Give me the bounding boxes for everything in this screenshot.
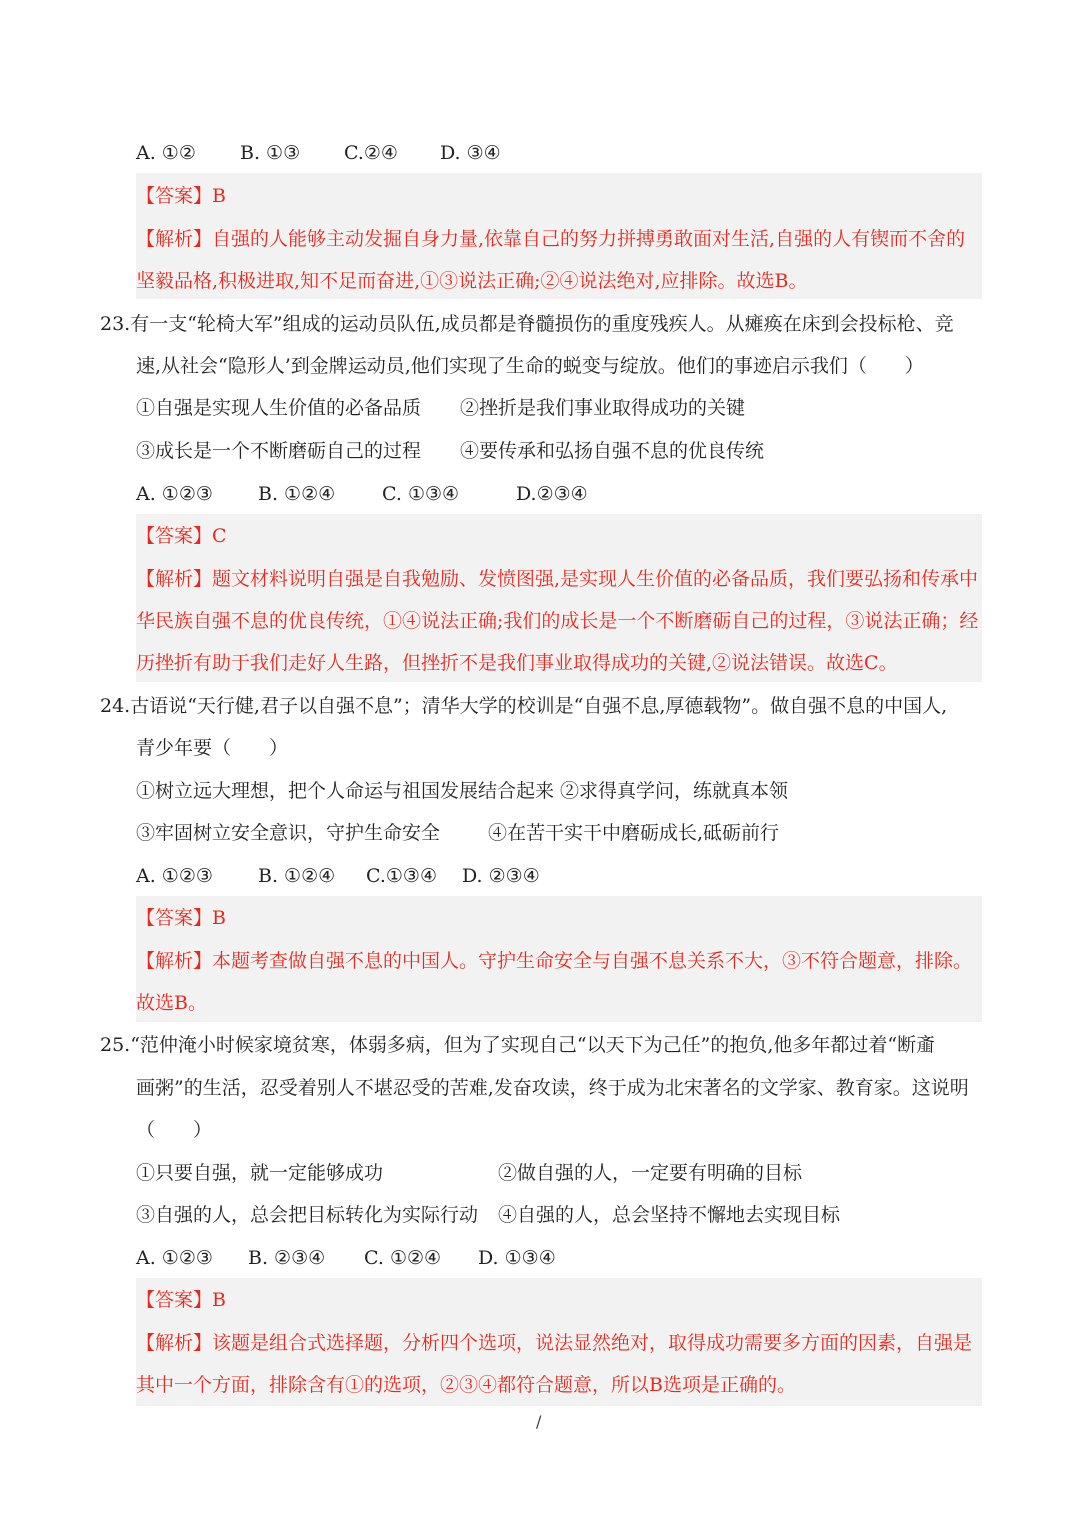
q25-statement-4: ④自强的人，总会坚持不懈地去实现目标 (498, 1204, 841, 1226)
q22-option-c: C.②④ (344, 142, 398, 164)
q25-stem-line-2: 画粥”的生活，忍受着别人不堪忍受的苦难,发奋攻读，终于成为北宋著名的文学家、教育家。这说明 (136, 1077, 969, 1099)
q22-option-b: B. ①③ (240, 142, 301, 164)
q23-analysis-line-2: 华民族自强不息的优良传统，①④说法正确;我们的成长是一个不断磨砺自己的过程，③说法正确；经 (136, 610, 979, 632)
q22-options (136, 138, 501, 168)
q23-analysis-line-3: 历挫折有助于我们走好人生路，但挫折不是我们事业取得成功的关键,②说法错误。故选C。 (136, 652, 898, 674)
q22-option-a: A. ①② (136, 142, 196, 164)
q23-option-c: C. ①③④ (382, 483, 460, 505)
q23-statement-4: ④要传承和弘扬自强不息的优良传统 (460, 440, 765, 462)
q23-analysis-line-1: 【解析】题文材料说明自强是自我勉励、发愤图强,是实现人生价值的必备品质，我们要弘扬和传承中 (136, 568, 979, 590)
q24-stem-line-1: 24.古语说“天行健,君子以自强不息”；清华大学的校训是“自强不息,厚德载物”。做自强不息的中国人, (100, 695, 948, 717)
q25-analysis-line-2: 其中一个方面，排除含有①的选项，②③④都符合题意，所以B选项是正确的。 (136, 1374, 796, 1396)
q24-options (136, 861, 540, 891)
page-number: / (536, 1412, 542, 1431)
q22-analysis-line-2: 坚毅品格,积极进取,知不足而奋进,①③说法正确;②④说法绝对,应排除。故选B。 (136, 270, 808, 292)
q25-statement-2: ②做自强的人，一定要有明确的目标 (498, 1162, 803, 1184)
q23-option-d: D.②③④ (516, 483, 588, 505)
q24-statement-3: ④在苦干实干中磨砺成长,砥砺前行 (488, 822, 780, 844)
q24-option-a: A. ①②③ (136, 865, 213, 887)
q25-option-d: D. ①③④ (478, 1247, 556, 1269)
q23-options (136, 479, 588, 509)
q25-answer: 【答案】B (136, 1289, 226, 1311)
q24-stem-line-2: 青少年要（ ） (136, 737, 289, 759)
q23-option-b: B. ①②④ (258, 483, 336, 505)
q23-option-a: A. ①②③ (136, 483, 213, 505)
q24-option-b: B. ①②④ (258, 865, 336, 887)
q25-option-a: A. ①②③ (136, 1247, 213, 1269)
q22-answer: 【答案】B (136, 185, 226, 207)
q24-answer: 【答案】B (136, 907, 226, 929)
q25-option-c: C. ①②④ (364, 1247, 442, 1269)
q25-option-b: B. ②③④ (248, 1247, 326, 1269)
q23-stem-line-1: 23.有一支“轮椅大军”组成的运动员队伍,成员都是脊髓损伤的重度残疾人。从瘫痪在床到会投标枪、竞 (100, 313, 954, 335)
q23-statement-1: ①自强是实现人生价值的必备品质 (136, 397, 422, 419)
q24-analysis-line-2: 故选B。 (136, 992, 207, 1014)
q23-answer: 【答案】C (136, 525, 227, 547)
q25-options (136, 1243, 556, 1273)
q25-analysis-line-1: 【解析】该题是组合式选择题，分析四个选项，说法显然绝对，取得成功需要多方面的因素，自强是 (136, 1332, 973, 1354)
q25-stem-line-1: 25.“范仲淹小时候家境贫寒，体弱多病，但为了实现自己“以天下为己任”的抱负,他多年都过着“断齑 (100, 1034, 936, 1056)
q24-statement-1: ①树立远大理想，把个人命运与祖国发展结合起来 ②求得真学问，练就真本领 (136, 780, 789, 802)
q24-statement-2: ③牢固树立安全意识，守护生命安全 (136, 822, 441, 844)
q25-statement-3: ③自强的人，总会把目标转化为实际行动 (136, 1204, 479, 1226)
q23-statement-2: ②挫折是我们事业取得成功的关键 (460, 397, 746, 419)
q25-statement-1: ①只要自强，就一定能够成功 (136, 1162, 384, 1184)
q22-option-d: D. ③④ (440, 142, 501, 164)
q24-analysis-line-1: 【解析】本题考查做自强不息的中国人。守护生命安全与自强不息关系不大，③不符合题意，排除。 (136, 950, 973, 972)
q25-stem-line-3: （ ） (136, 1119, 213, 1141)
q24-option-d: D. ②③④ (462, 865, 540, 887)
q23-statement-3: ③成长是一个不断磨砺自己的过程 (136, 440, 422, 462)
q23-stem-line-2: 速,从社会“隐形人’到金牌运动员,他们实现了生命的蜕变与绽放。他们的事迹启示我们（ ） (136, 355, 924, 377)
q22-analysis-line-1: 【解析】自强的人能够主动发掘自身力量,依靠自己的努力拼搏勇敢面对生活,自强的人有锲而不舍的 (136, 228, 966, 250)
q24-option-c: C.①③④ (366, 865, 437, 887)
